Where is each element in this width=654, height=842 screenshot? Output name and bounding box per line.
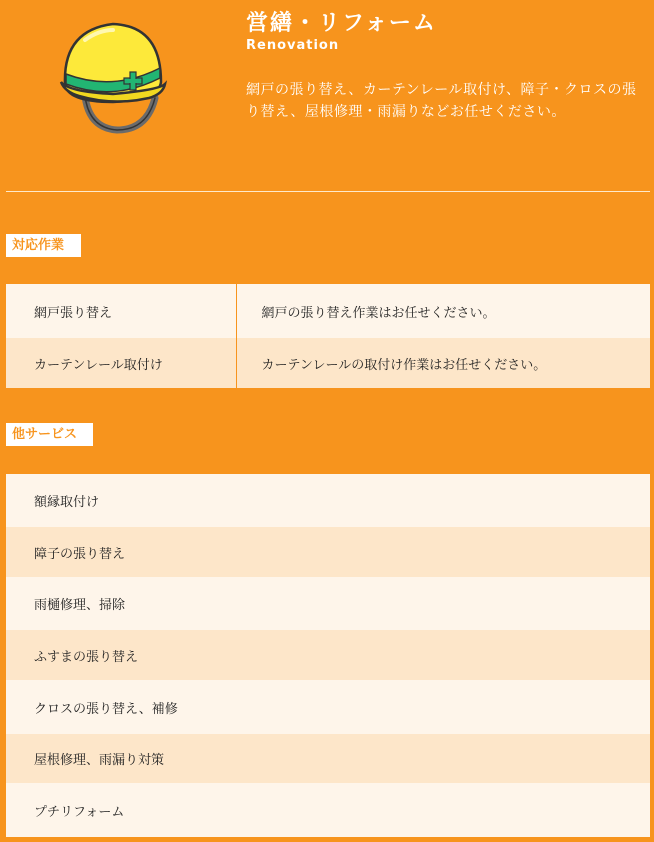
table-row bbox=[6, 338, 650, 388]
list-item: 障子の張り替え bbox=[6, 527, 650, 577]
other-services-label: 他サービス bbox=[6, 423, 93, 446]
other-services-list bbox=[6, 474, 650, 837]
page-subtitle: Renovation bbox=[246, 38, 340, 53]
work-description: 網戸の張り替え作業はお任せください。 bbox=[261, 305, 496, 321]
work-name: 網戸張り替え bbox=[6, 284, 236, 338]
list-item: 屋根修理、雨漏り対策 bbox=[6, 734, 650, 783]
service-header bbox=[0, 0, 654, 192]
helmet-icon bbox=[55, 18, 171, 136]
works-table bbox=[6, 284, 650, 388]
works-section-label: 対応作業 bbox=[6, 234, 81, 257]
list-item: 雨樋修理、掃除 bbox=[6, 577, 650, 630]
list-item: プチリフォーム bbox=[6, 783, 650, 837]
page-title: 営繕・リフォーム bbox=[246, 11, 437, 36]
work-description: カーテンレールの取付け作業はお任せください。 bbox=[261, 357, 547, 373]
work-name: カーテンレール取付け bbox=[6, 338, 236, 388]
list-item: ふすまの張り替え bbox=[6, 630, 650, 680]
list-item: クロスの張り替え、補修 bbox=[6, 680, 650, 734]
list-item: 額縁取付け bbox=[6, 474, 650, 527]
service-description: 網戸の張り替え、カーテンレール取付け、障子・クロスの張り替え、屋根修理・雨漏りなどお任せください。 bbox=[246, 82, 637, 120]
header-divider bbox=[6, 191, 650, 192]
table-row bbox=[6, 284, 650, 338]
